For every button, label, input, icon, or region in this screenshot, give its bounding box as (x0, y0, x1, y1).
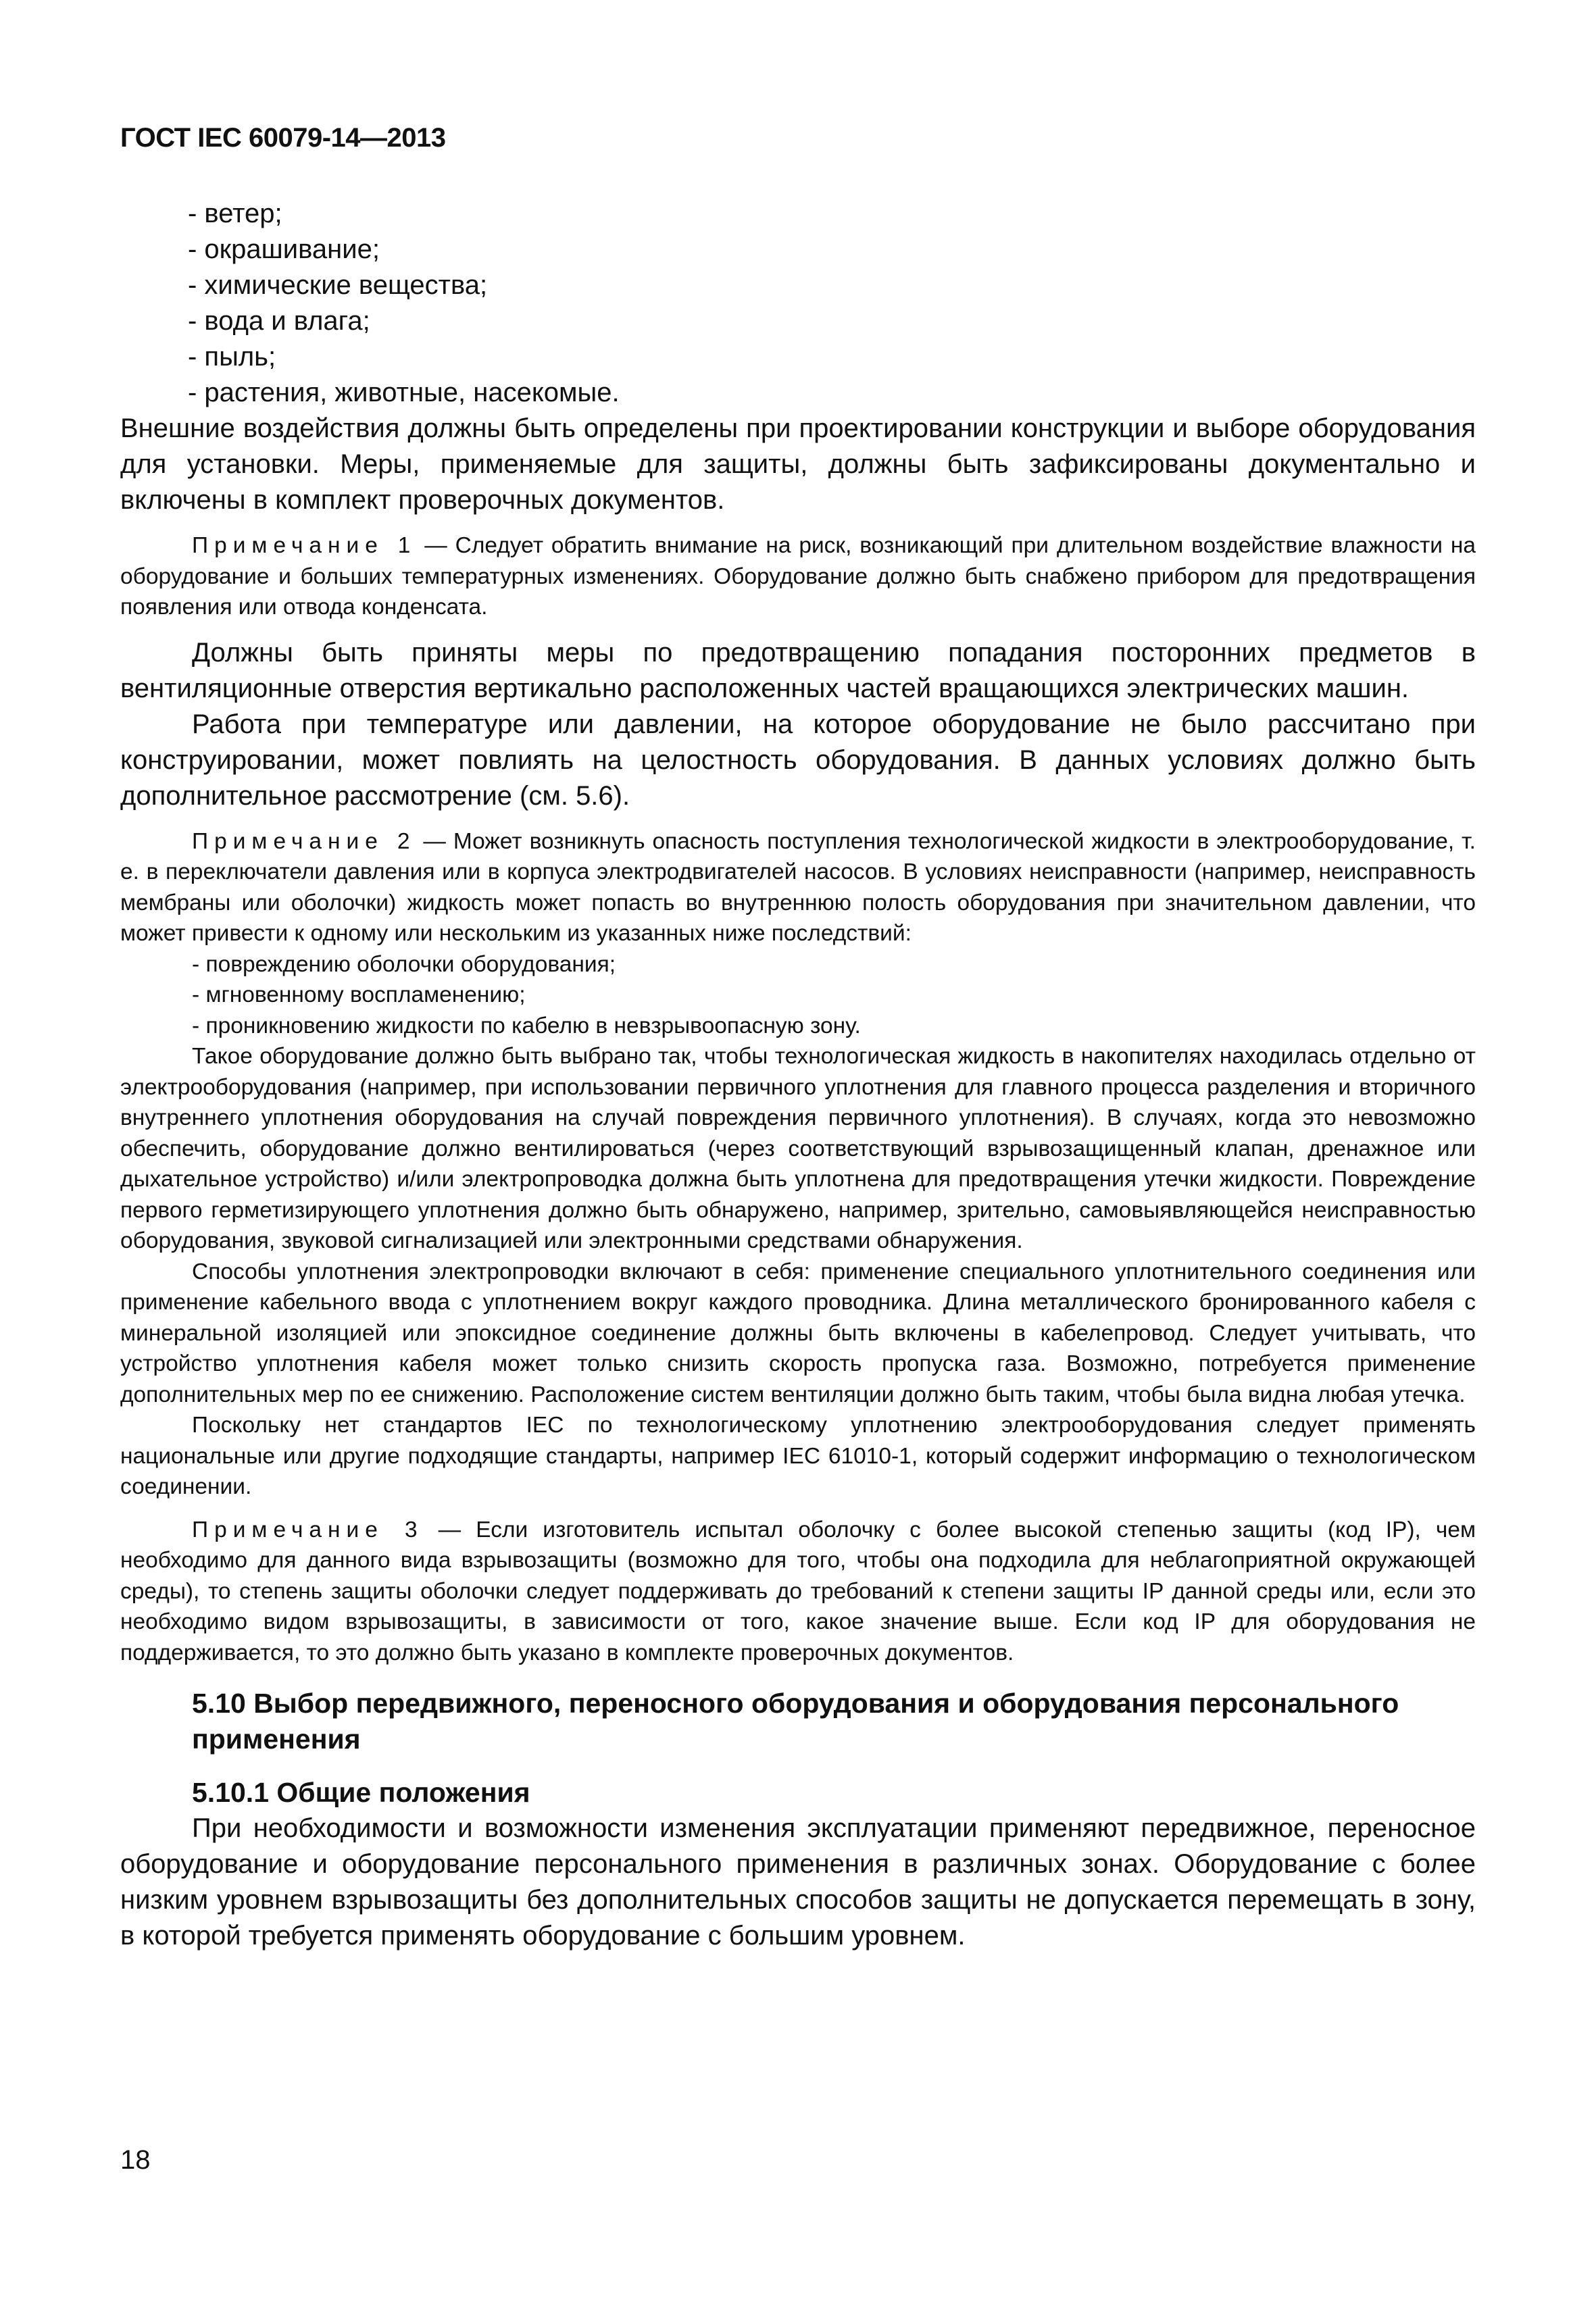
note-paragraph: Такое оборудование должно быть выбрано так, чтобы технологическая жидкость в накопителях находилась отдельно от электрооборудования (например, при использовании первичного уплотнения для главного процесса разделения и вторичного внутреннего уплотнения оборудования на случай повреждения первичного уплотнения). В случаях, когда это невозможно обеспечить, оборудование должно вентилироваться (через соответствующий взрывозащищенный клапан, дренажное или дыхательное устройство) и/или электропроводка должна быть уплотнена для предотвращения утечки жидкости. Повреждение первого герметизирующего уплотнения должно быть обнаружено, например, зрительно, самовыявляющейся неисправностью оборудования, звуковой сигнализацией или электронными средствами обнаружения. (120, 1044, 1476, 1253)
note-label: Примечание 3 (192, 1517, 424, 1542)
note-text: — Если изготовитель испытал оболочку с более высокой степенью защиты (код IP), чем необходимо для данного вида взрывозащиты (возможно для того, чтобы она подходила для неблагоприятной окружающей среды), то степень защиты оболочки следует поддерживать до требований к степени защиты IP данной среды или, если это необходимо видом взрывозащиты, в зависимости от того, какое значение выше. Если код IP для оборудования не поддерживается, то это должно быть указано в комплекте проверочных документов. (120, 1517, 1476, 1665)
note-2 (120, 826, 1476, 1503)
list-item: - химические вещества; (188, 270, 488, 300)
list-item: - растения, животные, насекомые. (188, 378, 620, 407)
subsection-heading: 5.10.1 Общие положения (192, 1777, 530, 1808)
paragraph: Работа при температуре или давлении, на которое оборудование не было рассчитано при конструировании, может повлиять на целостность оборудования. В данных условиях должно быть дополнительное рассмотрение (см. 5.6). (120, 709, 1476, 811)
note-3 (120, 1515, 1476, 1669)
note-paragraph: Способы уплотнения электропроводки включают в себя: применение специального уплотнительного соединения или применение кабельного ввода с уплотнением вокруг каждого проводника. Длина металлического бронированного кабеля с минеральной изоляцией или эпоксидное соединение должны быть включены в кабелепровод. Следует учитывать, что устройство уплотнения кабеля может только снизить скорость пропуска газа. Возможно, потребуется применение дополнительных мер по ее снижению. Расположение систем вентиляции должно быть таким, чтобы была видна любая утечка. (120, 1259, 1476, 1407)
paragraph: При необходимости и возможности изменения эксплуатации применяют передвижное, переносное оборудование и оборудование персонального применения в различных зонах. Оборудование с более низким уровнем взрывозащиты без дополнительных способов защиты не допускается перемещать в зону, в которой требуется применять оборудование с большим уровнем. (120, 1813, 1476, 1951)
list-item: - окрашивание; (188, 234, 380, 264)
consequences-list (120, 949, 1476, 1042)
paragraph-group-3 (120, 1811, 1476, 1954)
document-body (120, 196, 1476, 1954)
paragraph: Должны быть приняты меры по предотвращению попадания посторонних предметов в вентиляционные отверстия вертикально расположенных частей вращающихся электрических машин. (120, 637, 1476, 703)
note-label: Примечание 2 (192, 828, 416, 854)
page-number: 18 (120, 2145, 151, 2175)
list-item: - пыль; (188, 342, 276, 372)
impact-list (120, 196, 1476, 411)
paragraph-group-1 (120, 411, 1476, 518)
list-item: - вода и влага; (188, 306, 370, 336)
list-item: - повреждению оболочки оборудования; (192, 951, 616, 977)
paragraph: Внешние воздействия должны быть определены при проектировании конструкции и выборе оборудования для установки. Меры, применяемые для защиты, должны быть зафиксированы документально и включены в комплект проверочных документов. (120, 413, 1476, 515)
list-item: - проникновению жидкости по кабелю в невзрывоопасную зону. (192, 1013, 861, 1038)
note-label: Примечание 1 (192, 533, 417, 558)
note-1 (120, 530, 1476, 623)
note-paragraph: Поскольку нет стандартов IEC по технологическому уплотнению электрооборудования следует применять национальные или другие подходящие стандарты, например IEC 61010-1, который содержит информацию о технологическом соединении. (120, 1413, 1476, 1499)
paragraph-group-2 (120, 635, 1476, 814)
list-item: - мгновенному воспламенению; (192, 982, 526, 1007)
section-heading: 5.10 Выбор передвижного, переносного оборудования и оборудования персонального применения (192, 1688, 1399, 1755)
note-text: — Следует обратить внимание на риск, возникающий при длительном воздействие влажности на оборудование и больших температурных изменениях. Оборудование должно быть снабжено прибором для предотвращения появления или отвода конденсата. (120, 533, 1476, 620)
note-text: — Может возникнуть опасность поступления технологической жидкости в электрооборудование, т. е. в переключатели давления или в корпуса электродвигателей насосов. В условиях неисправности (например, неисправность мембраны или оболочки) жидкость может попасть во внутреннюю полость оборудования при значительном давлении, что может привести к одному или нескольким из указанных ниже последствий: (120, 828, 1476, 946)
document-header: ГОСТ IEC 60079-14—2013 (120, 123, 446, 153)
list-item: - ветер; (188, 199, 282, 228)
